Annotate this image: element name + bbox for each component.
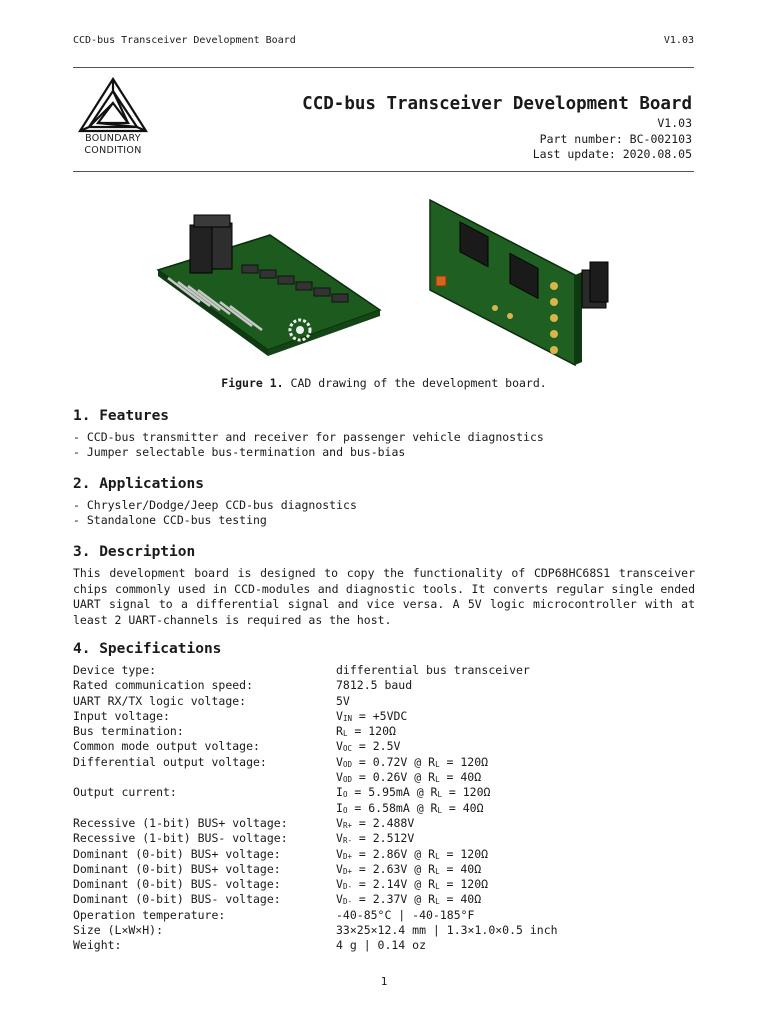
- spec-value: [336, 755, 488, 770]
- description-section: [73, 543, 695, 628]
- spec-value: [336, 724, 396, 739]
- spec-key: Output current:: [73, 785, 177, 800]
- spec-value-part: = 2.37V @ R: [351, 892, 436, 907]
- spec-subscript: R-: [342, 836, 352, 846]
- spec-value-part: differential bus transceiver: [336, 663, 530, 677]
- spec-value-part: = 2.5V: [351, 739, 401, 754]
- spec-value-part: = 40Ω: [441, 800, 484, 815]
- title-divider: [73, 171, 694, 172]
- spec-row: [73, 739, 695, 754]
- spec-value: [336, 831, 414, 846]
- spec-row: [73, 709, 695, 724]
- spec-value-part: I: [336, 800, 343, 815]
- spec-value: [336, 938, 426, 953]
- spec-key: Dominant (0-bit) BUS+ voltage:: [73, 846, 281, 861]
- spec-value-part: -40-85°C | -40-185°F: [336, 907, 475, 922]
- spec-value-part: 4 g | 0.14 oz: [336, 938, 427, 953]
- spec-value: [336, 770, 481, 785]
- spec-row: [73, 694, 695, 709]
- spec-row: [73, 847, 695, 862]
- spec-value-part: = 120Ω: [439, 846, 489, 861]
- spec-row: [73, 923, 695, 938]
- page-number: 1: [380, 975, 388, 988]
- spec-subscript: OD: [342, 775, 352, 785]
- spec-row: [73, 892, 695, 907]
- spec-value-part: V: [336, 739, 343, 754]
- figure-label: Figure 1.: [221, 376, 284, 390]
- spec-subscript: O: [342, 790, 348, 800]
- spec-key: Dominant (0-bit) BUS- voltage:: [73, 877, 281, 892]
- spec-value-part: V: [336, 877, 343, 892]
- spec-value: [336, 785, 490, 800]
- header-divider: [73, 67, 694, 68]
- features-heading: 1. Features: [73, 408, 170, 424]
- pcb-front-view: [158, 215, 380, 356]
- spec-value-part: = 2.63V @ R: [351, 861, 436, 876]
- spec-subscript: L: [435, 882, 440, 892]
- spec-value-part: = 2.14V @ R: [351, 877, 436, 892]
- spec-key: Device type:: [73, 663, 157, 677]
- spec-row: [73, 877, 695, 892]
- spec-row: [73, 938, 695, 953]
- last-update: Last update: 2020.08.05: [532, 147, 692, 161]
- specifications-table: [73, 663, 695, 954]
- spec-value: [336, 923, 558, 938]
- spec-value: [336, 801, 484, 816]
- spec-value-part: 7812.5 baud: [336, 678, 413, 693]
- figure-caption-text: CAD drawing of the development board.: [290, 376, 547, 390]
- description-text: This development board is designed to copy the functionality of CDP68HC68S1 transceiver chips commonly used in CCD-modules and diagnostic tools. It converts regular single ended UART signal to a differential signal and vice versa. A 5V logic microcontroller with at least 2 UART-channels is required as the host.: [73, 566, 695, 627]
- applications-heading: 2. Applications: [73, 476, 204, 492]
- spec-value-part: = 5.95mA @ R: [347, 785, 438, 800]
- part-number: Part number: BC-002103: [539, 131, 692, 146]
- logo-line-1: BOUNDARY: [85, 133, 141, 144]
- spec-value-part: = 40Ω: [439, 770, 482, 785]
- spec-key: Common mode output voltage:: [73, 739, 260, 754]
- running-header: [73, 35, 694, 49]
- spec-row: [73, 908, 695, 923]
- spec-row: [73, 831, 695, 846]
- specifications-section: [73, 640, 695, 954]
- spec-value-part: V: [336, 831, 343, 846]
- spec-key: Operation temperature:: [73, 907, 226, 922]
- spec-subscript: OD: [342, 759, 352, 769]
- spec-value-part: 33×25×12.4 mm | 1.3×1.0×0.5 inch: [336, 923, 558, 938]
- spec-value-part: R: [336, 724, 343, 739]
- spec-value-part: 5V: [336, 693, 350, 708]
- spec-value: [336, 816, 414, 831]
- list-item: - Standalone CCD-bus testing: [73, 513, 267, 528]
- spec-value-part: = 2.488V: [351, 815, 415, 830]
- spec-value: [336, 709, 407, 724]
- spec-key: Rated communication speed:: [73, 678, 254, 693]
- spec-value: [336, 862, 481, 877]
- logo-line-2: CONDITION: [84, 145, 142, 156]
- spec-value-part: = 120Ω: [439, 754, 489, 769]
- spec-value: [336, 678, 412, 693]
- spec-subscript: R+: [342, 820, 352, 830]
- spec-key: Dominant (0-bit) BUS- voltage:: [73, 892, 281, 907]
- spec-value-part: V: [336, 770, 343, 785]
- spec-value-part: V: [336, 754, 343, 769]
- spec-subscript: L: [437, 790, 442, 800]
- spec-subscript: L: [435, 775, 440, 785]
- spec-key: Weight:: [73, 938, 122, 953]
- spec-row: [73, 770, 695, 785]
- pcb-cad-drawing: [150, 190, 618, 370]
- spec-value-part: = 120Ω: [441, 785, 491, 800]
- spec-value: [336, 663, 530, 678]
- spec-row: [73, 724, 695, 739]
- list-item: - Jumper selectable bus-termination and bus-bias: [73, 445, 406, 460]
- boundary-condition-logo: [78, 77, 148, 133]
- spec-value-part: = 120Ω: [347, 724, 396, 739]
- spec-subscript: O: [342, 805, 348, 815]
- running-header-version: V1.03: [663, 35, 694, 46]
- spec-value-part: = +5VDC: [351, 708, 408, 723]
- spec-row: [73, 816, 695, 831]
- spec-key: Bus termination:: [73, 724, 184, 739]
- spec-value-part: V: [336, 861, 343, 876]
- document-version: V1.03: [657, 116, 692, 130]
- spec-subscript: L: [342, 729, 348, 739]
- spec-value: [336, 877, 488, 892]
- spec-value: [336, 694, 350, 709]
- title-block: [302, 92, 692, 163]
- spec-value-part: = 6.58mA @ R: [347, 800, 438, 815]
- spec-row: [73, 801, 695, 816]
- spec-value-part: V: [336, 846, 343, 861]
- spec-row: [73, 862, 695, 877]
- spec-key: Differential output voltage:: [73, 754, 267, 769]
- spec-row: [73, 755, 695, 770]
- spec-value-part: V: [336, 815, 343, 830]
- spec-value-part: = 2.86V @ R: [351, 846, 436, 861]
- list-item: - Chrysler/Dodge/Jeep CCD-bus diagnostics: [73, 498, 357, 512]
- spec-subscript: L: [435, 759, 440, 769]
- spec-value-part: = 0.26V @ R: [351, 770, 436, 785]
- spec-value-part: = 120Ω: [439, 877, 489, 892]
- spec-value: [336, 739, 400, 754]
- spec-value: [336, 847, 488, 862]
- document-title: CCD-bus Transceiver Development Board: [302, 94, 692, 114]
- list-item: - CCD-bus transmitter and receiver for passenger vehicle diagnostics: [73, 430, 544, 444]
- features-section: [73, 407, 695, 461]
- spec-subscript: D+: [342, 866, 352, 876]
- spec-key: Input voltage:: [73, 708, 170, 723]
- spec-subscript: IN: [342, 713, 352, 723]
- spec-value-part: V: [336, 708, 343, 723]
- spec-value-part: = 0.72V @ R: [351, 754, 436, 769]
- spec-value-part: I: [336, 785, 343, 800]
- spec-row: [73, 663, 695, 678]
- spec-key: Size (L×W×H):: [73, 923, 164, 938]
- spec-subscript: D-: [342, 882, 352, 892]
- spec-key: Dominant (0-bit) BUS+ voltage:: [73, 861, 281, 876]
- spec-subscript: D+: [342, 851, 352, 861]
- pcb-back-view: [430, 200, 608, 365]
- spec-subscript: L: [437, 805, 442, 815]
- spec-value: [336, 892, 481, 907]
- spec-row: [73, 678, 695, 693]
- specifications-heading: 4. Specifications: [73, 641, 222, 657]
- spec-subscript: L: [435, 851, 440, 861]
- spec-subscript: L: [435, 897, 440, 907]
- logo-wordmark: [76, 133, 150, 157]
- spec-value-part: = 40Ω: [439, 892, 482, 907]
- running-header-title: CCD-bus Transceiver Development Board: [73, 35, 296, 46]
- spec-value-part: = 40Ω: [439, 861, 482, 876]
- spec-value-part: V: [336, 892, 343, 907]
- spec-key: Recessive (1-bit) BUS- voltage:: [73, 831, 288, 846]
- spec-key: UART RX/TX logic voltage:: [73, 693, 247, 708]
- spec-subscript: D-: [342, 897, 352, 907]
- spec-subscript: OC: [342, 744, 352, 754]
- spec-row: [73, 785, 695, 800]
- spec-value-part: = 2.512V: [351, 831, 415, 846]
- figure-caption: [0, 376, 768, 390]
- spec-value: [336, 908, 474, 923]
- description-heading: 3. Description: [73, 544, 196, 560]
- spec-subscript: L: [435, 866, 440, 876]
- spec-key: Recessive (1-bit) BUS+ voltage:: [73, 815, 288, 830]
- applications-section: [73, 475, 695, 529]
